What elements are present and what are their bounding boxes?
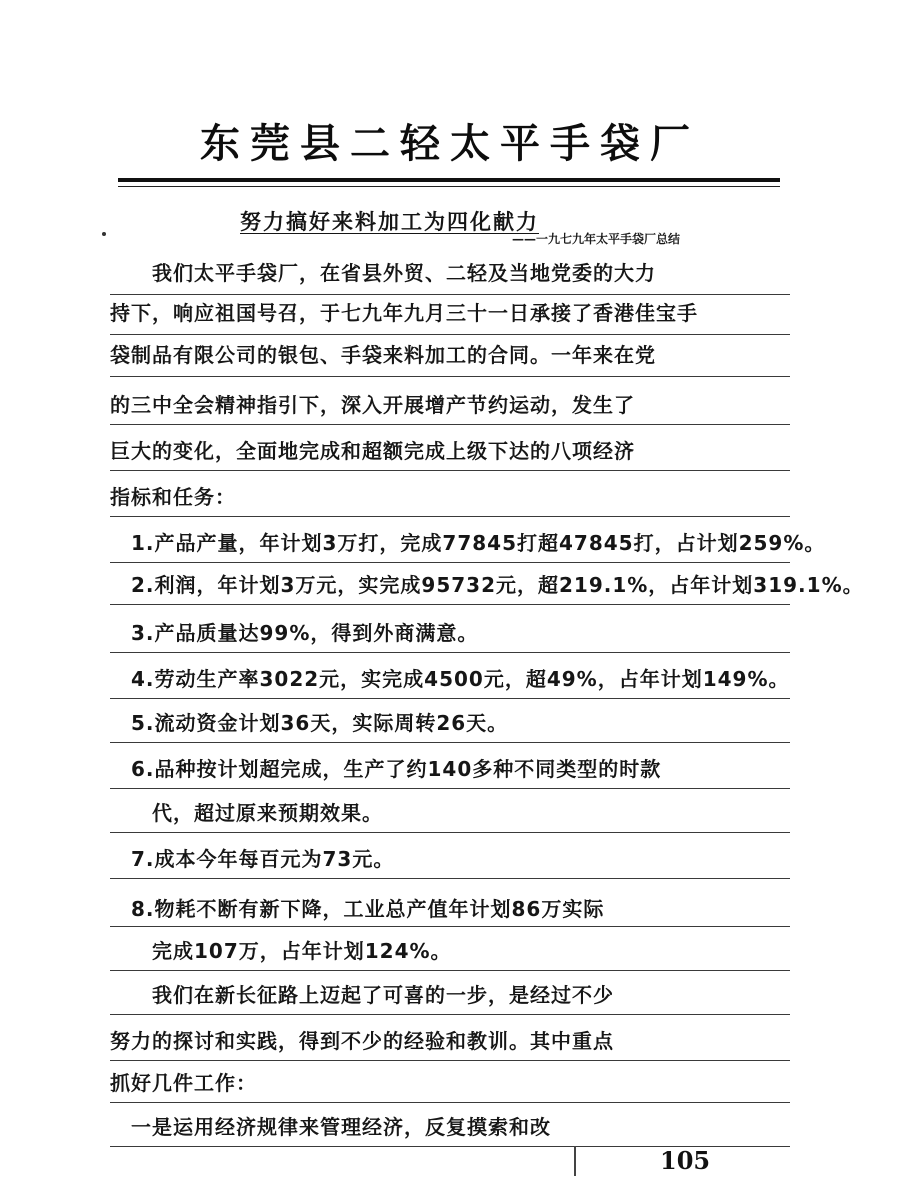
ruled-line: [110, 970, 790, 971]
ruled-line: [110, 562, 790, 563]
ruled-line: [110, 604, 790, 605]
margin-mark: [102, 232, 106, 236]
ruled-line: [110, 1014, 790, 1015]
ruled-line: [110, 742, 790, 743]
ruled-line: [110, 424, 790, 425]
body-line: 4.劳动生产率3022元，实完成4500元，超49%，占年计划149%。: [110, 667, 790, 691]
ruled-line: [110, 788, 790, 789]
body-line: 2.利润，年计划3万元，实完成95732元，超219.1%，占年计划319.1%。: [110, 573, 864, 597]
body-line: 8.物耗不断有新下降，工业总产值年计划86万实际: [110, 897, 605, 921]
ruled-line: [110, 652, 790, 653]
ruled-line: [110, 334, 790, 335]
ruled-line: [110, 832, 790, 833]
body-line: 一是运用经济规律来管理经济，反复摸索和改: [110, 1115, 551, 1139]
fold-mark: [574, 1146, 576, 1176]
body-line: 完成107万，占年计划124%。: [110, 939, 452, 963]
body-line: 3.产品质量达99%，得到外商满意。: [110, 621, 479, 645]
body-line: 代，超过原来预期效果。: [110, 801, 383, 825]
report-byline: ——一九七九年太平手袋厂总结: [512, 232, 681, 246]
body-line: 我们在新长征路上迈起了可喜的一步，是经过不少: [110, 983, 614, 1007]
body-line: 指标和任务：: [110, 485, 236, 509]
report-heading: 努力搞好来料加工为四化献力: [240, 210, 539, 234]
ruled-line: [110, 1102, 790, 1103]
factory-masthead: 东莞县二轻太平手袋厂: [200, 120, 700, 167]
ruled-line: [110, 470, 790, 471]
body-line: 我们太平手袋厂，在省县外贸、二轻及当地党委的大力: [110, 261, 656, 285]
body-line: 的三中全会精神指引下，深入开展增产节约运动，发生了: [110, 393, 635, 417]
ruled-line: [110, 516, 790, 517]
ruled-line: [110, 878, 790, 879]
ruled-line: [110, 294, 790, 295]
body-line: 6.品种按计划超完成，生产了约140多种不同类型的时款: [110, 757, 662, 781]
body-line: 7.成本今年每百元为73元。: [110, 847, 395, 871]
body-line: 努力的探讨和实践，得到不少的经验和教训。其中重点: [110, 1029, 614, 1053]
ruled-body: [110, 0, 864, 1199]
body-line: 袋制品有限公司的银包、手袋来料加工的合同。一年来在党: [110, 343, 656, 367]
ruled-line: [110, 698, 790, 699]
ruled-line: [110, 376, 790, 377]
ruled-line: [110, 926, 790, 927]
body-line: 抓好几件工作：: [110, 1071, 257, 1095]
page-number: 105: [660, 1146, 711, 1175]
body-line: 5.流动资金计划36天，实际周转26天。: [110, 711, 509, 735]
body-line: 1.产品产量，年计划3万打，完成77845打超47845打，占计划259%。: [110, 531, 826, 555]
ruled-line: [110, 1060, 790, 1061]
body-line: 巨大的变化，全面地完成和超额完成上级下达的八项经济: [110, 439, 635, 463]
body-line: 持下，响应祖国号召，于七九年九月三十一日承接了香港佳宝手: [110, 301, 698, 325]
